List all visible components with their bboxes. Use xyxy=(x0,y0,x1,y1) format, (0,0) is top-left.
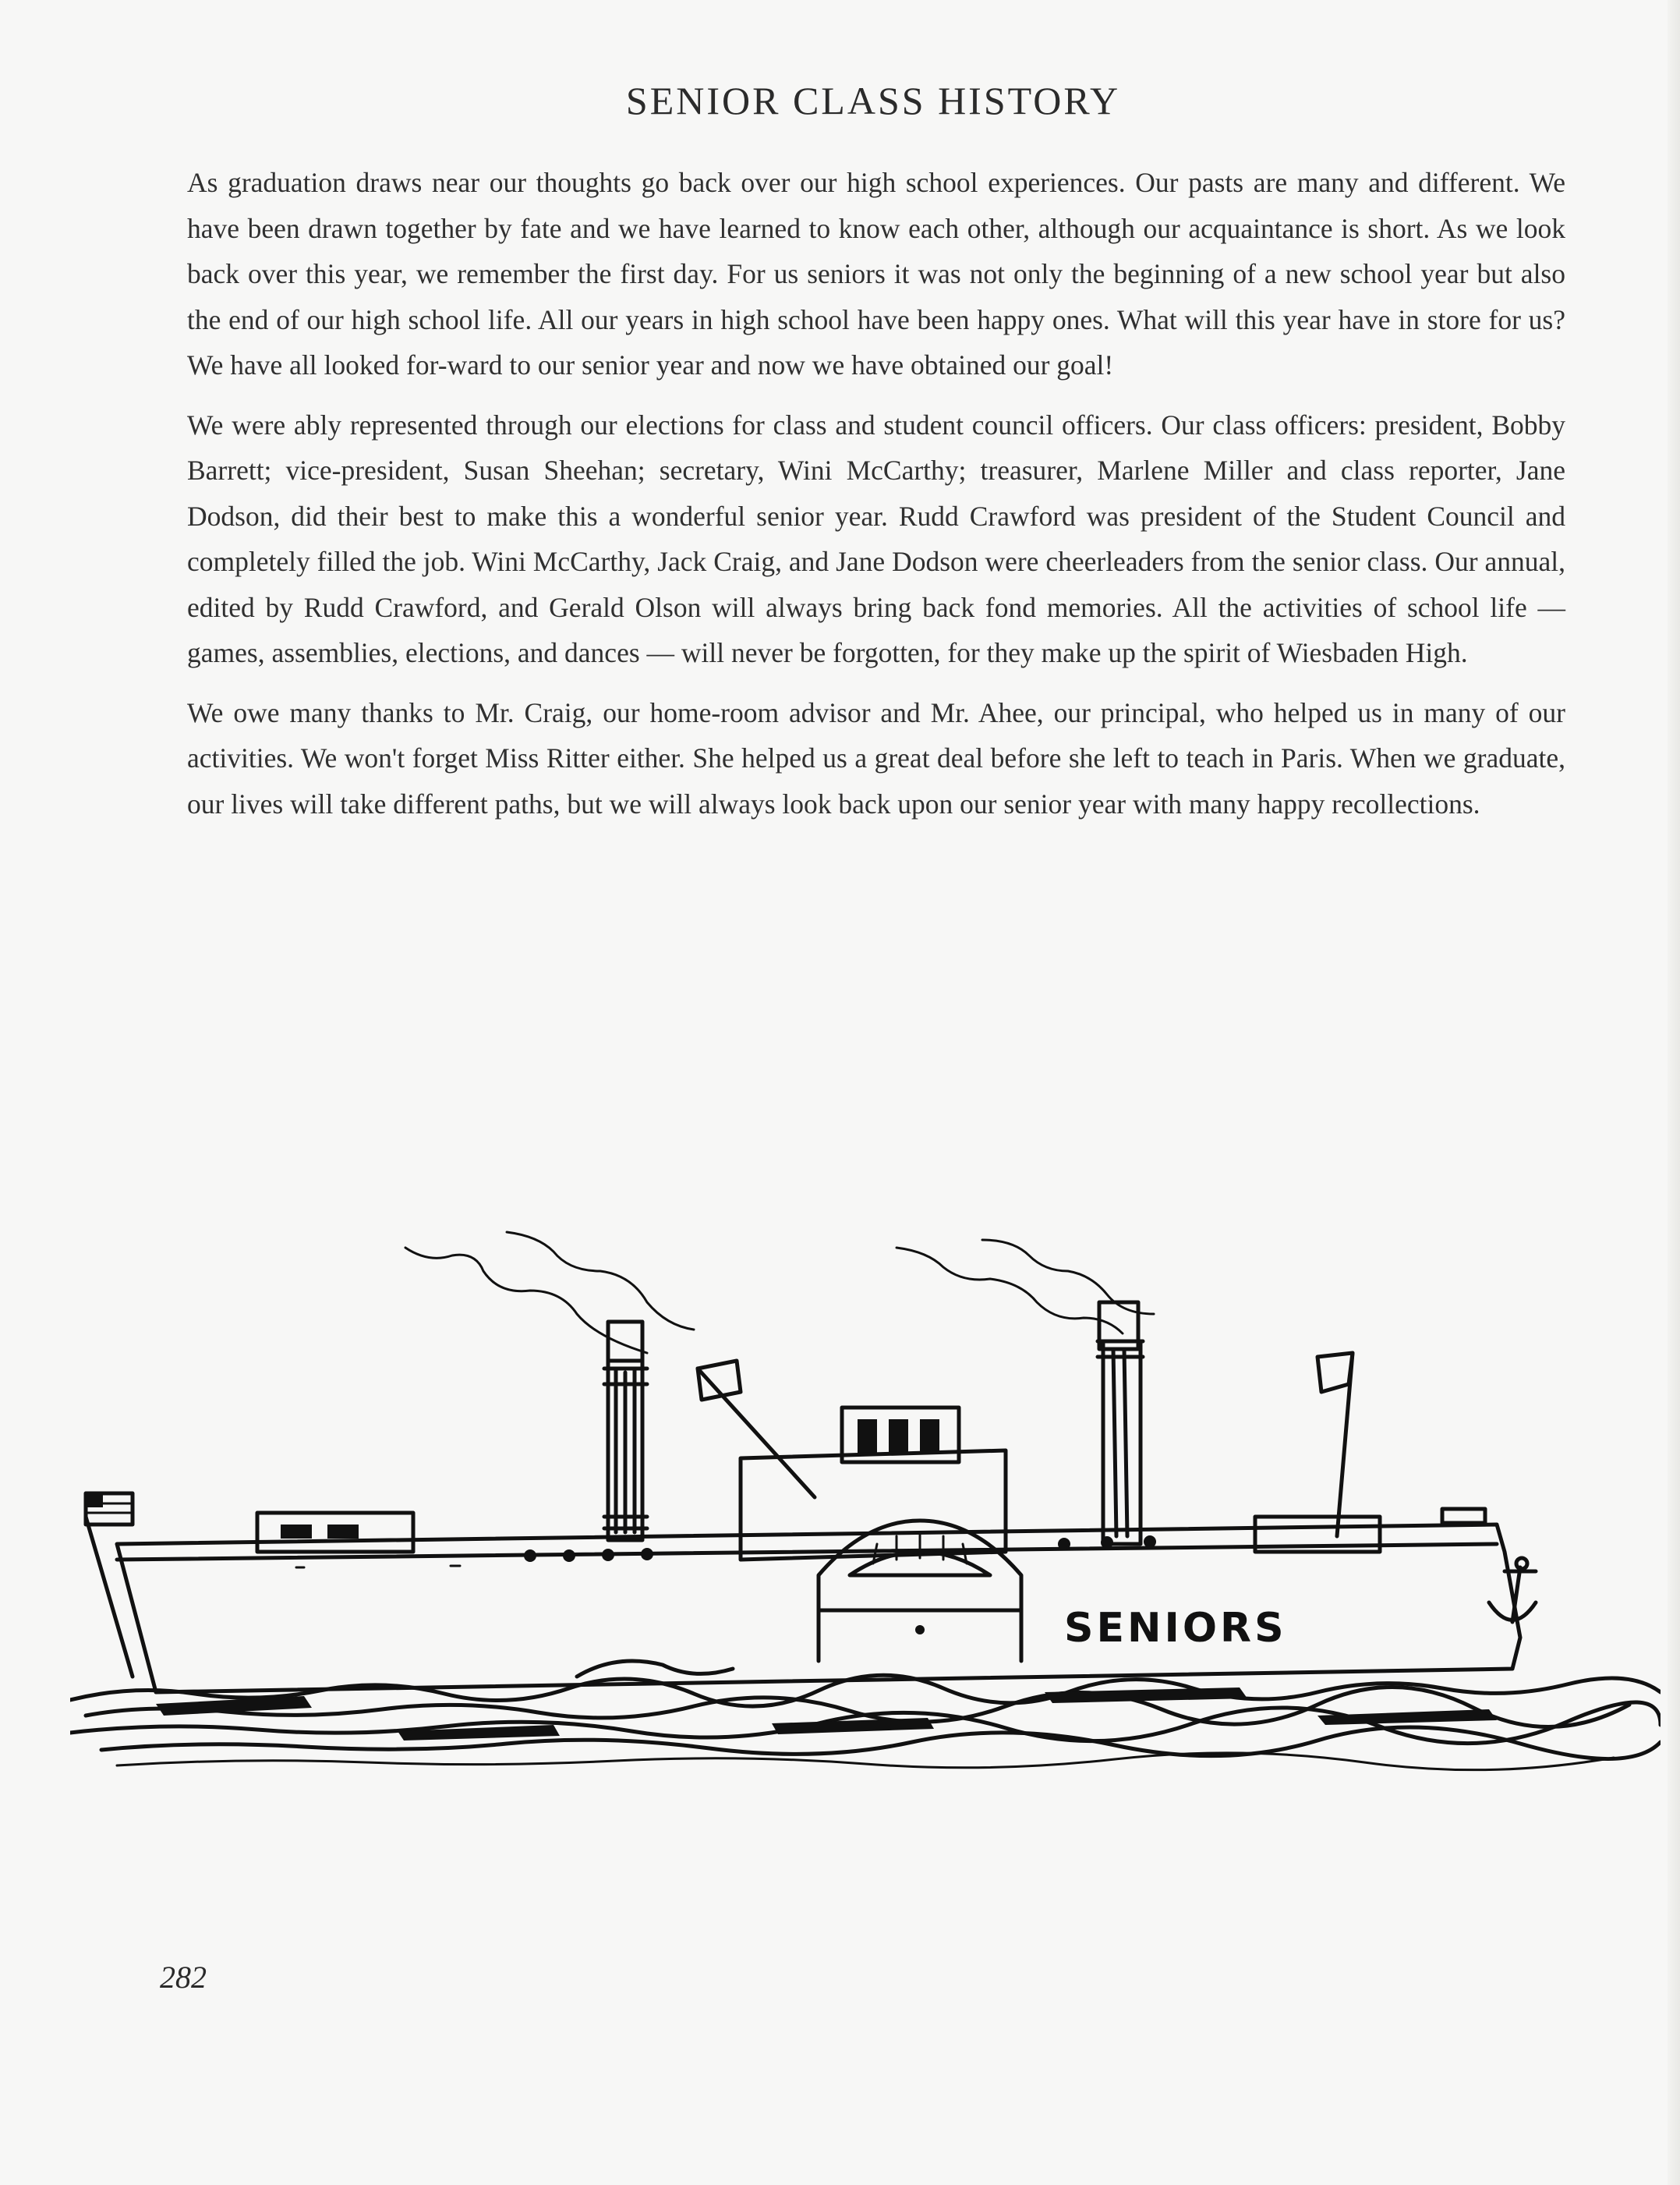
history-text xyxy=(187,160,1565,841)
smoke-right xyxy=(897,1240,1154,1333)
page-title: SENIOR CLASS HISTORY xyxy=(625,79,1121,122)
page-edge-shadow xyxy=(1668,0,1680,2185)
water xyxy=(70,1661,1661,1770)
funnel-right xyxy=(1098,1302,1143,1544)
paragraph-graduation: As graduation draws near our thoughts go back over our high school experiences. Our pasts are many and different. We have been drawn together by fate and we have learned to know each other, although our acquaintance is short. As we look back over this year, we remember the first day. For us seniors it was not only the beginning of a new school year but also the end of our high school life. All our years in high school have been happy ones. What will this year have in store for us? We have all looked for-ward to our senior year and now we have obtained our goal! xyxy=(187,167,1565,381)
funnel-left xyxy=(604,1322,647,1540)
deckhouse xyxy=(257,1450,1485,1560)
flag-right xyxy=(1317,1353,1353,1536)
steamship-illustration xyxy=(70,1216,1661,1794)
smoke-left xyxy=(405,1232,694,1353)
paragraph-officers: We were ably represented through our elections for class and student council officers. Our class officers: president, Bobby Barrett; vice-president, Susan Sheehan; secretary, Wini McCarthy; treasurer, Marlene Miller and class reporter, Jane Dodson, did their best to make this a wonderful senior year. Rudd Crawford was president of the Student Council and completely filled the job. Wini McCarthy, Jack Craig, and Jane Dodson were cheerleaders from the senior class. Our annual, edited by Rudd Crawford, and Gerald Olson will always bring back fond memories. All the activities of school life — games, assemblies, elections, and dances — will never be forgotten, for they make up the spirit of Wiesbaden High. xyxy=(187,409,1565,668)
paddle-box xyxy=(819,1521,1021,1661)
hull-label: SENIORS xyxy=(1064,1605,1287,1652)
flag-center xyxy=(698,1361,815,1497)
page-number: 282 xyxy=(160,1960,207,1995)
flag-stern xyxy=(86,1493,133,1677)
paragraph-thanks: We owe many thanks to Mr. Craig, our home-room advisor and Mr. Ahee, our principal, who helped us in many of our activities. We won't forget Miss Ritter either. She helped us a great deal before she left to teach in Paris. When we graduate, our lives will take different paths, but we will always look back upon our senior year with many happy recollections. xyxy=(187,696,1565,820)
